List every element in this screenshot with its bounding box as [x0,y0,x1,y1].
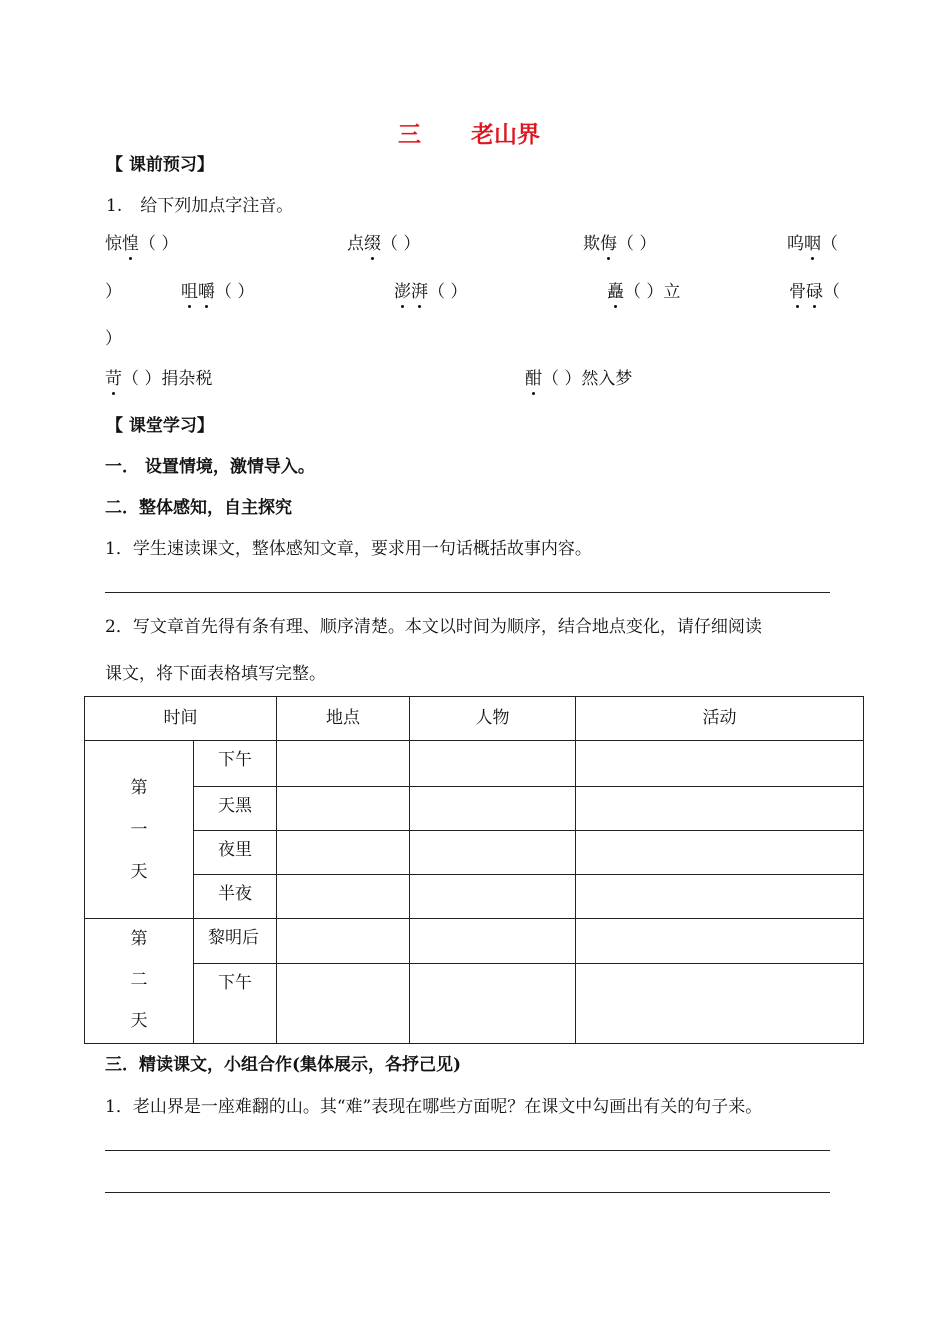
header-activity: 活动 [576,697,864,741]
place-cell[interactable] [277,875,410,919]
pinyin-item-hanran: 酣（ ）然入梦 [525,364,632,389]
people-cell[interactable] [410,919,576,964]
header-place: 地点 [277,697,410,741]
section-1-heading: 一． 设置情境，激情导入。 [105,457,315,477]
table-row [85,964,864,1044]
pinyin-item-wuye: 呜咽（ [787,229,838,254]
answer-line-1[interactable] [105,592,830,593]
page-title [398,116,540,149]
pinyin-item-kejuan: 苛（ ）捐杂税 [105,364,212,389]
pinyin-item-jinghuang: 惊惶（ ） [105,229,178,254]
activity-cell[interactable] [576,787,864,831]
time-cell: 下午 [194,741,277,787]
title-number: 三 [398,121,421,148]
time-cell: 下午 [194,964,277,1044]
table-row [85,919,864,964]
people-cell[interactable] [410,741,576,787]
classroom-question-2-line-2: 课文，将下面表格填写完整。 [105,664,326,684]
place-cell[interactable] [277,964,410,1044]
classroom-question-1: 1．学生速读课文，整体感知文章，要求用一句话概括故事内容。 [105,539,592,559]
answer-line-3[interactable] [105,1192,830,1193]
table-row [85,831,864,875]
place-cell[interactable] [277,787,410,831]
title-name: 老山界 [471,121,540,148]
people-cell[interactable] [410,964,576,1044]
people-cell[interactable] [410,875,576,919]
time-cell: 半夜 [194,875,277,919]
pinyin-close-paren: ） [105,282,122,302]
table-row [85,875,864,919]
pinyin-item-dianzhui: 点缀（ ） [347,229,420,254]
people-cell[interactable] [410,831,576,875]
preview-heading: 【 课前预习】 [106,155,214,175]
header-time: 时间 [85,697,277,741]
activity-cell[interactable] [576,875,864,919]
day-2-label: 第 二 天 [85,919,194,1044]
pinyin-item-chuli: 矗（ ）立 [607,277,680,302]
table-row [85,741,864,787]
place-cell[interactable] [277,741,410,787]
place-cell[interactable] [277,919,410,964]
table-header-row [85,697,864,741]
activity-cell[interactable] [576,741,864,787]
classroom-question-2-line-1: 2．写文章首先得有条有理、顺序清楚。本文以时间为顺序，结合地点变化，请仔细阅读 [105,617,762,637]
activity-cell[interactable] [576,919,864,964]
time-cell: 黎明后 [194,919,277,964]
header-people: 人物 [410,697,576,741]
answer-line-2[interactable] [105,1150,830,1151]
pinyin-item-pengpai: 澎湃（ ） [394,277,467,302]
table-row [85,787,864,831]
section-2-heading: 二．整体感知，自主探究 [105,498,292,518]
timeline-table [84,696,864,1044]
time-cell: 天黑 [194,787,277,831]
preview-question-1: 1. 给下列加点字注音。 [106,196,294,216]
section-3-question-1: 1．老山界是一座难翻的山。其“难”表现在哪些方面呢？在课文中勾画出有关的句子来。 [105,1097,763,1117]
place-cell[interactable] [277,831,410,875]
day-1-label: 第 一 天 [85,741,194,919]
pinyin-item-gulu: 骨碌（ [789,277,840,302]
activity-cell[interactable] [576,964,864,1044]
pinyin-item-qiwu: 欺侮（ ） [583,229,656,254]
activity-cell[interactable] [576,831,864,875]
pinyin-item-jujue: 咀嚼（ ） [181,277,254,302]
time-cell: 夜里 [194,831,277,875]
pinyin-close-paren-2: ） [105,329,122,349]
section-3-heading: 三．精读课文，小组合作(集体展示，各抒己见) [105,1055,462,1075]
people-cell[interactable] [410,787,576,831]
classroom-heading: 【 课堂学习】 [106,416,214,436]
